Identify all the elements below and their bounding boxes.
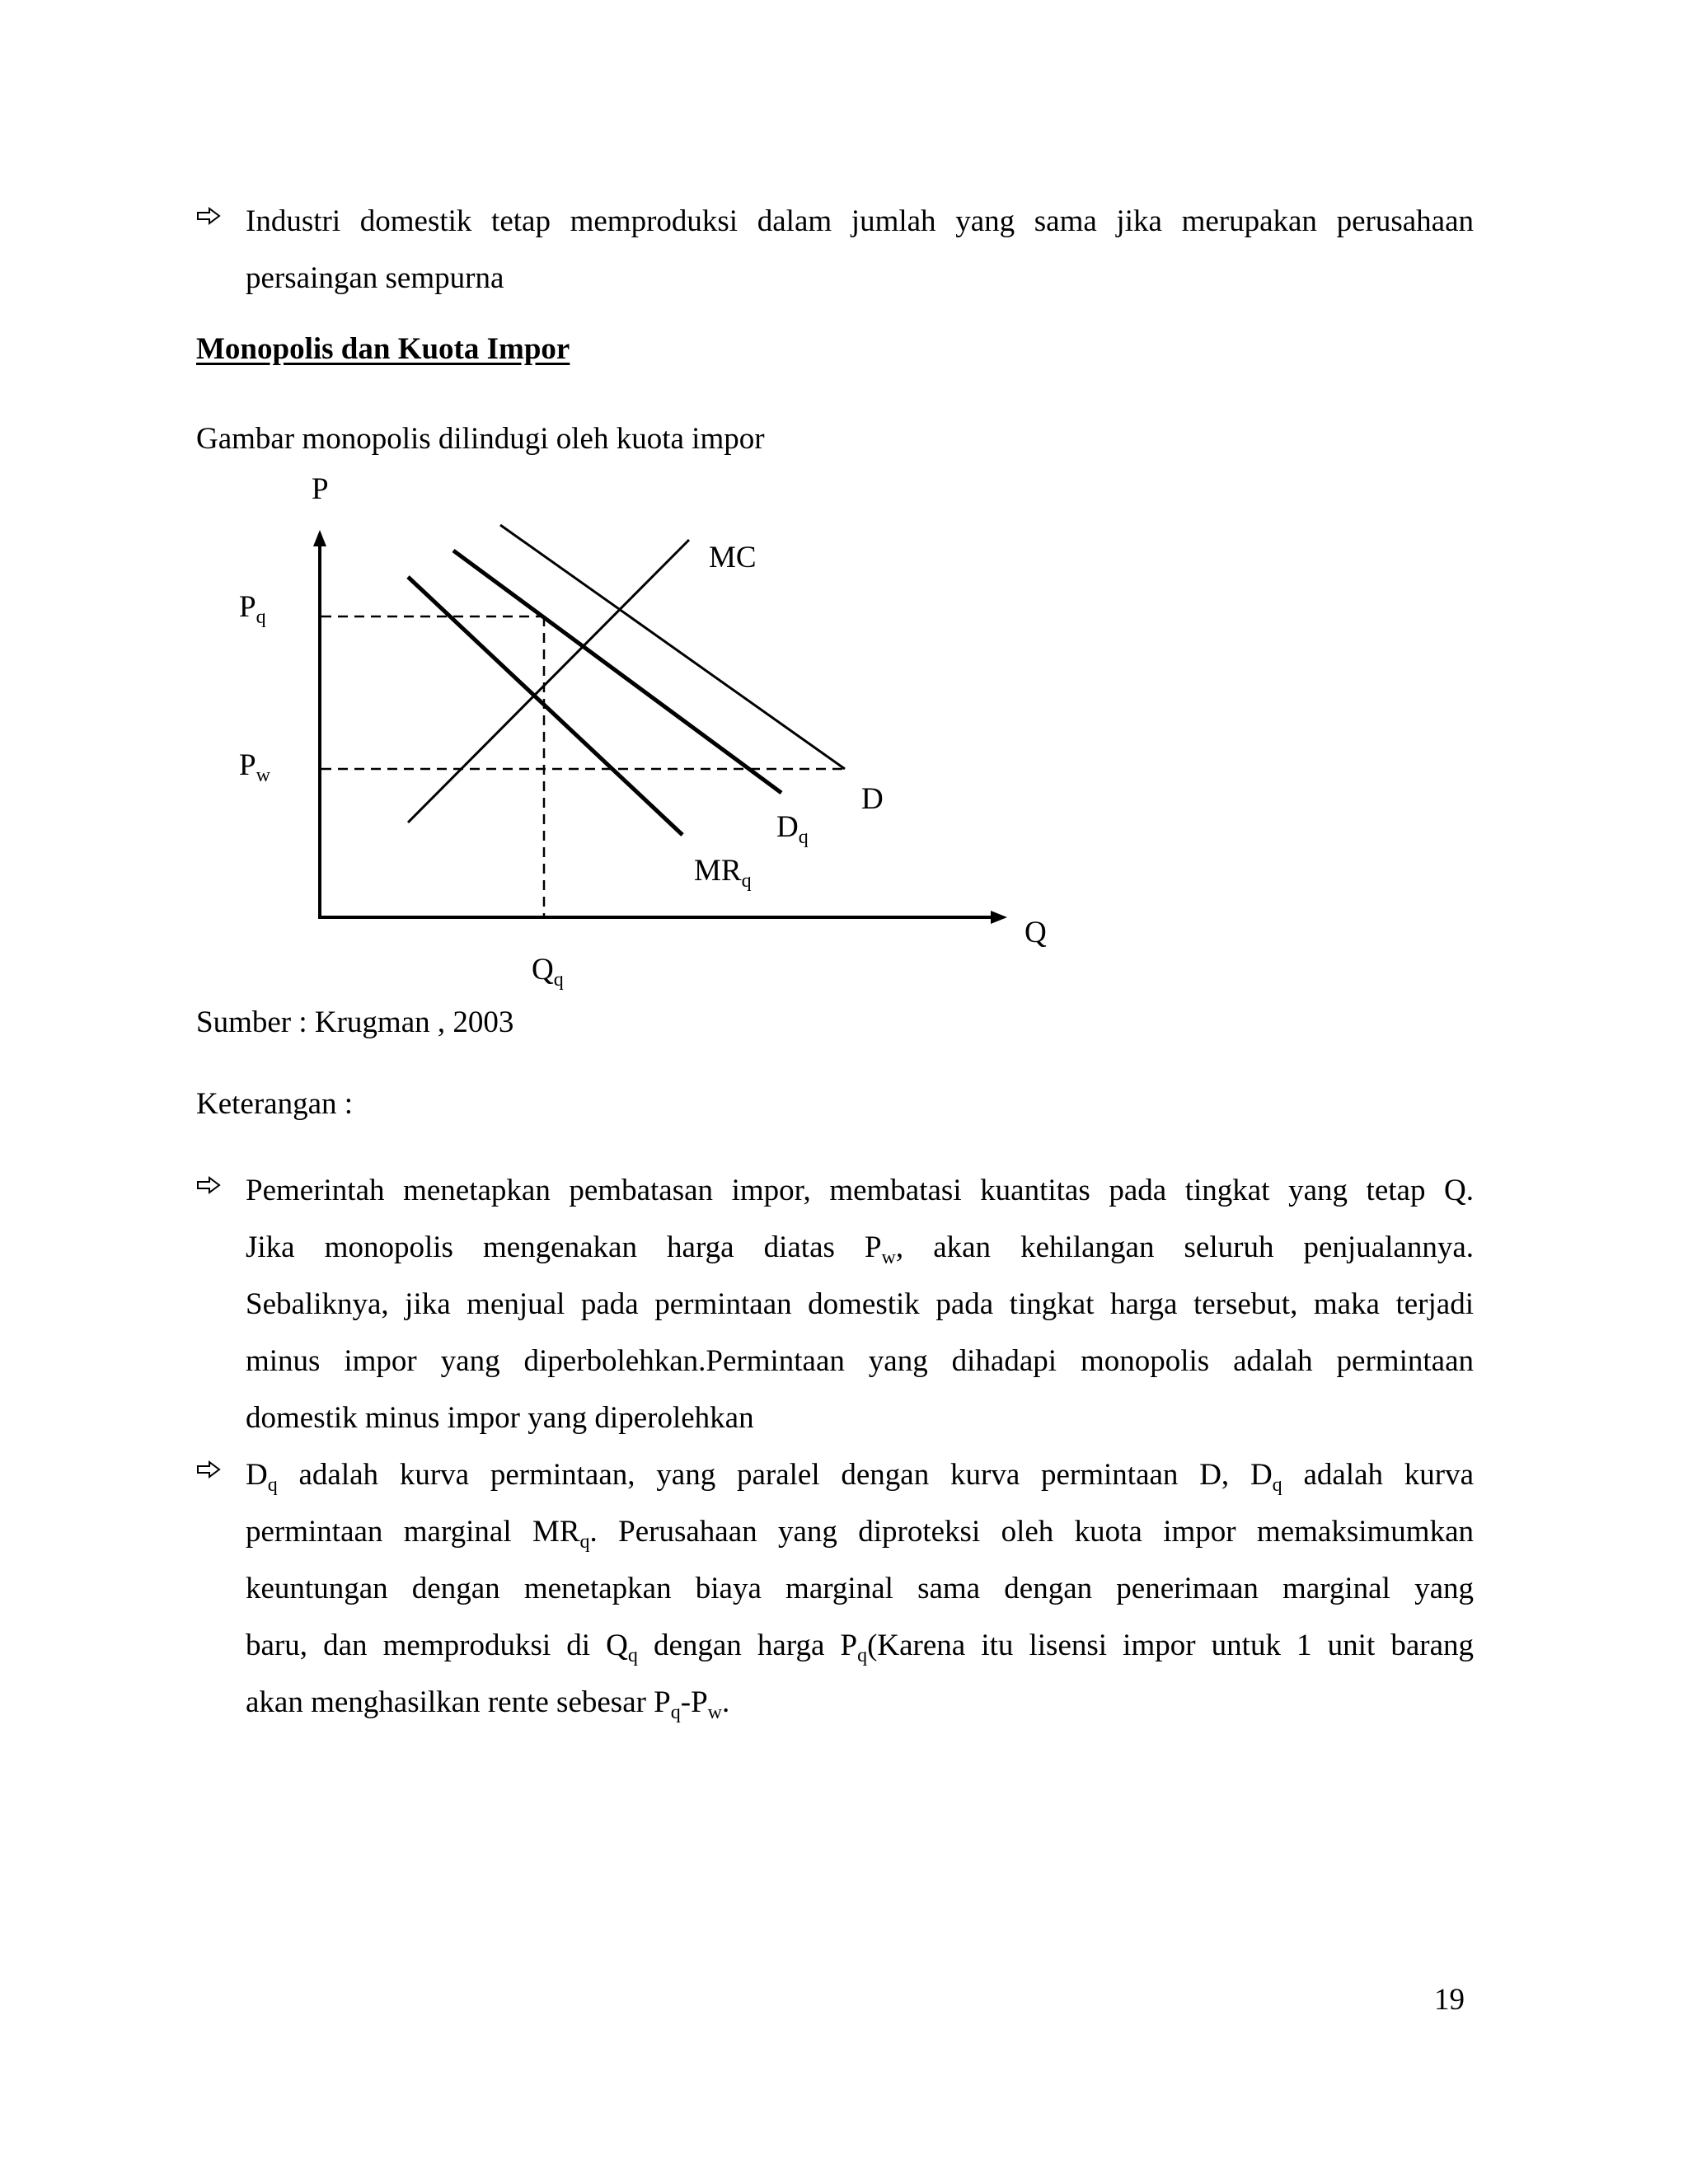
text-line: Industri domestik tetap memproduksi dalam jumlah yang sama jika merupakan perusahaan [246, 204, 1474, 238]
mrq-curve [408, 577, 682, 835]
text-run: baru, dan memproduksi di Q [246, 1629, 628, 1662]
text-line: Sebaliknya, jika menjual pada permintaan domestik pada tingkat harga tersebut, maka terjadi [246, 1287, 1474, 1321]
section-heading: Monopolis dan Kuota Impor [196, 332, 570, 366]
text-line [246, 1219, 1474, 1276]
subscript: q [670, 1702, 681, 1723]
monopoly-quota-diagram [0, 0, 1688, 1014]
q-axis-label: Q [1025, 916, 1047, 949]
text-run: . [722, 1685, 730, 1719]
text-line [246, 1674, 1474, 1731]
subscript: w [707, 1702, 723, 1723]
text-line [246, 1617, 1474, 1674]
dq-label [776, 810, 809, 848]
label-sub: q [798, 827, 809, 848]
text-run: D [246, 1458, 268, 1492]
qq-label [532, 953, 564, 991]
q-axis-arrowhead [991, 911, 1007, 924]
text-run: (Karena itu lisensi impor untuk 1 unit barang [867, 1629, 1474, 1662]
d-curve [500, 525, 845, 769]
mc-label: MC [709, 541, 757, 574]
figure-source: Sumber : Krugman , 2003 [196, 1005, 514, 1039]
text-run: . Perusahaan yang diproteksi oleh kuota impor memaksimumkan [589, 1515, 1474, 1549]
label-main: P [239, 748, 256, 782]
label-sub: q [256, 607, 266, 628]
label-sub: q [553, 969, 564, 991]
d-label: D [861, 782, 884, 816]
p-axis-label: P [312, 472, 329, 506]
subscript: q [1272, 1474, 1282, 1496]
text-run: akan menghasilkan rente sebesar P [246, 1685, 671, 1719]
label-main: MR [694, 854, 742, 888]
pq-label [239, 590, 266, 628]
text-run: permintaan marginal MR [246, 1515, 580, 1549]
pw-label [239, 748, 271, 786]
text-line: domestik minus impor yang diperolehkan [246, 1401, 754, 1435]
arrow-bullet-icon [196, 1176, 221, 1194]
subscript: w [881, 1247, 896, 1268]
text-line: Pemerintah menetapkan pembatasan impor, membatasi kuantitas pada tingkat yang tetap Q. [246, 1174, 1474, 1207]
page-number: 19 [1434, 1983, 1465, 2017]
keterangan-label: Keterangan : [196, 1087, 354, 1121]
text-line: persaingan sempurna [246, 261, 504, 295]
text-run: adalah kurva [1282, 1458, 1474, 1492]
label-sub: q [741, 870, 752, 892]
subscript: q [857, 1645, 868, 1666]
bullet-text [246, 1162, 1474, 1446]
subscript: q [267, 1474, 278, 1496]
mc-curve [408, 540, 689, 823]
label-sub: w [256, 765, 270, 786]
label-main: Q [532, 953, 554, 987]
text-run: , akan kehilangan seluruh penjualannya. [895, 1230, 1475, 1264]
p-axis-arrowhead [313, 530, 326, 546]
arrow-bullet-icon [196, 1460, 221, 1479]
text-line [246, 1446, 1474, 1503]
text-line: keuntungan dengan menetapkan biaya marginal sama dengan penerimaan marginal yang [246, 1572, 1474, 1605]
text-run: Jika monopolis mengenakan harga diatas P [246, 1230, 882, 1264]
subscript: q [627, 1645, 638, 1666]
text-run: adalah kurva permintaan, yang paralel dengan kurva permintaan D, D [277, 1458, 1273, 1492]
figure-caption: Gambar monopolis dilindugi oleh kuota impor [196, 422, 765, 456]
mrq-label [694, 854, 752, 892]
subscript: q [579, 1531, 590, 1553]
text-line: minus impor yang diperbolehkan.Permintaan yang dihadapi monopolis adalah permintaan [246, 1344, 1474, 1378]
dq-curve [453, 551, 781, 793]
text-run: -P [680, 1685, 708, 1719]
text-run: dengan harga P [637, 1629, 858, 1662]
label-main: D [776, 810, 799, 844]
label-main: P [239, 590, 256, 624]
text-line [246, 1503, 1474, 1560]
bullet-text [246, 1446, 1474, 1731]
